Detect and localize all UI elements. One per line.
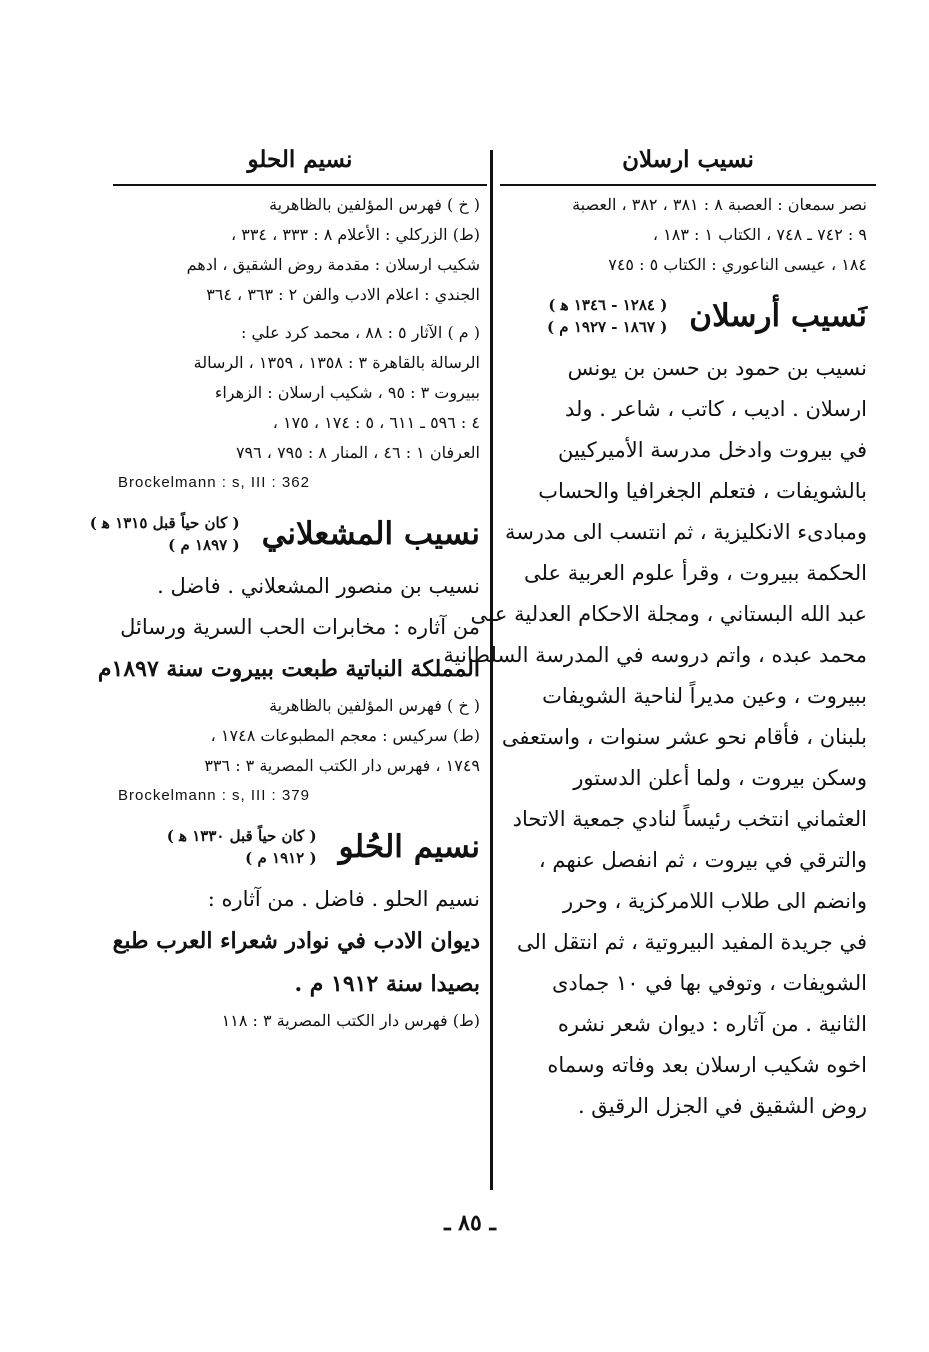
body-line: بلبنان ، فأقام نحو عشر سنوات ، واستعفى — [501, 725, 867, 749]
dates-hijri: ( كان حياً قبل ١٣١٥ ﻫ ) — [89, 514, 240, 532]
body-line: ديوان الادب في نوادر شعراء العرب طبع — [112, 928, 480, 954]
running-header-right: نسيب ارسلان — [622, 146, 754, 173]
entry-body — [97, 566, 480, 691]
entry-heading — [89, 512, 480, 556]
reference-line: شكيب ارسلان : مقدمة روض الشقيق ، ادهم — [186, 255, 480, 274]
entry-dates — [90, 512, 240, 556]
references-block — [118, 691, 480, 781]
entry-name: نسيم الحُلو — [338, 829, 480, 865]
body-line: وانضم الى طلاب اللامركزية ، وحرر — [562, 889, 867, 913]
dates-hijri: ( ١٢٨٤ - ١٣٤٦ ﻫ ) — [548, 296, 668, 314]
entry-body — [443, 348, 867, 1127]
right-column — [443, 190, 867, 1127]
body-line: ومبادىء الانكليزية ، ثم انتسب الى مدرسة — [504, 520, 867, 544]
body-line: الحكمة ببيروت ، وقرأ علوم العربية على — [524, 561, 867, 585]
reference-line: ٩ : ٧٤٢ ـ ٧٤٨ ، الكتاب ١ : ١٨٣ ، — [652, 225, 867, 244]
reference-line: الرسالة بالقاهرة ٣ : ١٣٥٨ ، ١٣٥٩ ، الرسالة — [193, 353, 480, 372]
body-line: اخوه شكيب ارسلان بعد وفاته وسماه — [547, 1053, 867, 1077]
entry-heading — [118, 825, 480, 869]
header-rule-right — [500, 184, 876, 186]
entry-dates — [547, 294, 667, 338]
body-line: وسكن بيروت ، ولما أعلن الدستور — [573, 766, 867, 790]
body-line: بصيدا سنة ١٩١٢ م . — [294, 971, 480, 997]
dates-gregorian: ( ١٩١٢ م ) — [245, 849, 317, 867]
reference-line: (ط) فهرس دار الكتب المصرية ٣ : ١١٨ — [221, 1011, 480, 1030]
reference-line: (ط) الزركلي : الأعلام ٨ : ٣٣٣ ، ٣٣٤ ، — [230, 225, 480, 244]
references-block — [118, 1006, 480, 1036]
body-line: الثانية . من آثاره : ديوان شعر نشره — [557, 1012, 867, 1036]
reference-line: ١٧٤٩ ، فهرس دار الكتب المصرية ٣ : ٣٣٦ — [204, 756, 480, 775]
reference-line: ( م ) الآثار ٥ : ٨٨ ، محمد كرد علي : — [241, 323, 480, 342]
left-column — [89, 190, 480, 1036]
latin-reference: Brockelmann : s, III : 362 — [118, 474, 310, 491]
entry-name: نَسيب أرسلان — [689, 298, 867, 334]
body-line: محمد عبده ، واتم دروسه في المدرسة السلطانية — [443, 643, 867, 667]
header-rule-left — [113, 184, 487, 186]
body-line: نسيب بن منصور المشعلاني . فاضل . — [157, 574, 480, 598]
body-line: في جريدة المفيد البيروتية ، ثم انتقل الى — [516, 930, 867, 954]
body-line: عبد الله البستاني ، ومجلة الاحكام العدلية على — [470, 602, 867, 626]
body-line: نسيم الحلو . فاضل . من آثاره : — [207, 887, 480, 911]
body-line: والترقي في بيروت ، ثم انفصل عنهم ، — [538, 848, 867, 872]
running-header-left: نسيم الحلو — [247, 146, 353, 173]
reference-line: ١٨٤ ، عيسى الناعوري : الكتاب ٥ : ٧٤٥ — [608, 255, 867, 274]
latin-reference: Brockelmann : s, III : 379 — [118, 787, 310, 804]
reference-line: نصر سمعان : العصبة ٨ : ٣٨١ ، ٣٨٢ ، العصبة — [572, 195, 867, 214]
body-line: ببيروت ، وعين مديراً لناحية الشويفات — [542, 684, 867, 708]
reference-line: ( خ ) فهرس المؤلفين بالظاهرية — [269, 696, 480, 715]
dates-gregorian: ( ١٨٩٧ م ) — [168, 536, 240, 554]
body-line: ارسلان . اديب ، كاتب ، شاعر . ولد — [564, 397, 867, 421]
references-block — [118, 318, 480, 468]
body-line: روض الشقيق في الجزل الرقيق . — [577, 1094, 867, 1118]
entry-dates — [167, 825, 317, 869]
body-line: العثماني انتخب رئيساً لنادي جمعية الاتحاد — [512, 807, 867, 831]
reference-line: العرفان ١ : ٤٦ ، المنار ٨ : ٧٩٥ ، ٧٩٦ — [235, 443, 480, 462]
dates-hijri: ( كان حياً قبل ١٣٣٠ ﻫ ) — [166, 827, 317, 845]
reference-line: الجندي : اعلام الادب والفن ٢ : ٣٦٣ ، ٣٦٤ — [206, 285, 480, 304]
dates-gregorian: ( ١٨٦٧ - ١٩٢٧ م ) — [546, 318, 668, 336]
reference-line: (ط) سركيس : معجم المطبوعات ١٧٤٨ ، — [210, 726, 480, 745]
body-line: الشويفات ، وتوفي بها في ١٠ جمادى — [552, 971, 867, 995]
references-block — [118, 190, 480, 310]
entry-body — [112, 879, 480, 1006]
body-line: بالشويفات ، فتعلم الجغرافيا والحساب — [538, 479, 867, 503]
body-line: نسيب بن حمود بن حسن بن يونس — [567, 356, 867, 380]
entry-name: نسيب المشعلاني — [261, 516, 480, 552]
reference-line: ( خ ) فهرس المؤلفين بالظاهرية — [269, 195, 480, 214]
body-line: من آثاره : مخابرات الحب السرية ورسائل — [120, 615, 480, 639]
entry-heading — [505, 294, 867, 338]
page-number: ـ ٨٥ ـ — [444, 1210, 496, 1236]
body-line: المملكة النباتية طبعت ببيروت سنة ١٨٩٧م — [97, 656, 480, 682]
reference-line: ببيروت ٣ : ٩٥ ، شكيب ارسلان : الزهراء — [214, 383, 480, 402]
body-line: في بيروت وادخل مدرسة الأميركيين — [557, 438, 867, 462]
intro-references — [505, 190, 867, 280]
reference-line: ٤ : ٥٩٦ ـ ٦١١ ، ٥ : ١٧٤ ، ١٧٥ ، — [272, 413, 480, 432]
